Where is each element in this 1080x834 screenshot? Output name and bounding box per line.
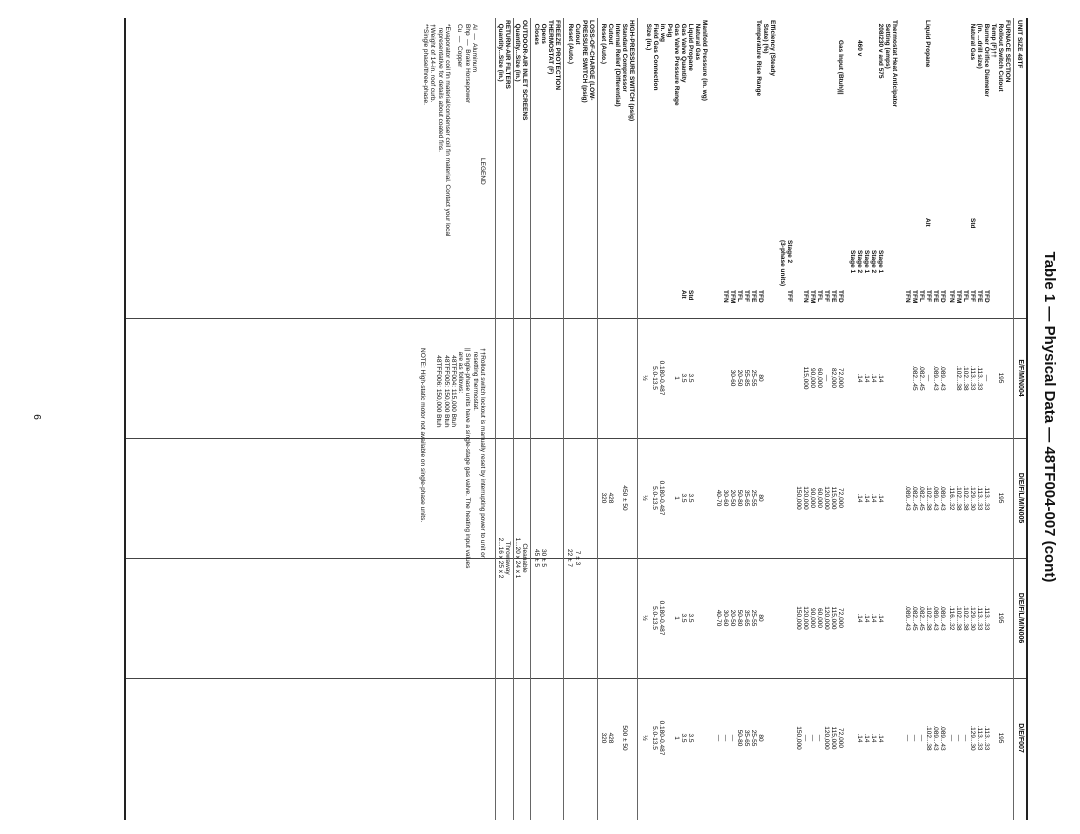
- lps-cutout: 7 ± 3: [574, 550, 581, 566]
- header-005: D/E/F/L/M/N005: [1017, 472, 1024, 524]
- std-label: Std: [969, 218, 976, 229]
- c006-rollout: 195: [997, 612, 1004, 624]
- c004-rollout: 195: [997, 372, 1004, 384]
- c004-nat: — .113...33 .113...33: [969, 365, 990, 391]
- burner-codes-alt: TFD TFE TFF TFL TFM TFN: [904, 290, 946, 304]
- burner-codes-std: TFD TFE TFF: [969, 290, 990, 303]
- c007-rollout: 195: [997, 732, 1004, 744]
- c005-hps: 450 ± 50: [621, 485, 628, 511]
- stage2-label: Stage 2 (3-phase units): [779, 240, 793, 287]
- c006-gas: 72,000 115,000 120,000 60,000 90,000 120,000 150,000: [795, 606, 844, 630]
- eff-label: Efficiency (Steady State) (%) Temperature Rise Range: [755, 20, 776, 97]
- c004-psig: 0.180-0.487 5.0-13.5: [651, 360, 665, 396]
- c006-nat2: .102...38 .102...38 .116...32: [948, 605, 969, 631]
- freeze-label: FREEZE PROTECTION THERMOSTAT (F) Opens Closes: [533, 20, 561, 91]
- header-006: D/E/F/L/M/N006: [1017, 592, 1024, 644]
- c005-size: ½: [641, 495, 648, 501]
- furnace-label: FURNACE SECTION Rollout Switch Cutout Temp (F)†† Burner Orifice Diameter (in. ...drill size) Natural Gas: [969, 20, 1011, 97]
- rule-lps: [597, 18, 598, 820]
- c007-nat2: — — —: [948, 734, 969, 742]
- manifold-label: Manifold Pressure (in. wg) Natural Gas Liquid Propane Gas Valve Quantity Gas Valve Pressure Range Psig in. wg Field Gas Connection Size (in.): [645, 20, 708, 106]
- table-title: Table 1 — Physical Data — 48TF004-007 (cont): [1041, 251, 1058, 583]
- c005-psig: 0.180-0.487 5.0-13.5: [651, 480, 665, 516]
- rair-label: RETURN-AIR FILTERS Quantity...Size (in.): [497, 20, 511, 89]
- legend-items: Al — Aluminum Bhp — Brake Horsepower Cu — Copper: [456, 24, 478, 104]
- c005-eff: 80 25-55 35-65 50-80 20-50 30-60 40-70: [715, 489, 764, 507]
- page-number: 6: [31, 414, 42, 420]
- rule-oair: [530, 18, 531, 820]
- oair-values: Cleanable 1...20 x 24 x 1: [514, 537, 528, 579]
- c006-man: 3.5 3.5 1: [673, 613, 694, 623]
- c005-gas: 72,000 115,000 120,000 60,000 90,000 120,000 150,000: [795, 486, 844, 510]
- rule-freeze: [563, 18, 564, 820]
- rule-end: [495, 18, 496, 820]
- c006-nat: .113...33 .113...33 .129...30: [969, 605, 990, 631]
- c005-nat2: .102...38 .102...38 .116...32: [948, 485, 969, 511]
- c007-hps2: 428 320: [600, 732, 614, 744]
- header-rule: [1013, 18, 1014, 820]
- legend-notes2: ††Rollout switch lockout is manually reset by interrupting power to unit or resetting thermostat. || Single-phase units have a single-stage gas valve. The heating input values are as follows: 48TFF004: 115,000 Btuh 48TFF005: 150,000 Btuh 48TFF006: 150,000 Btuh: [435, 348, 486, 569]
- c004-eff: 80 25-55 55-85 20-50 30-60: [729, 369, 764, 387]
- c006-psig: 0.180-0.487 5.0-13.5: [651, 600, 665, 636]
- hps-label: HIGH-PRESSURE SWITCH (psig) Standard Compressor Internal Relief (Differential) Cutout Reset (Auto.): [600, 20, 635, 122]
- manifold-std-alt: Std Alt: [680, 290, 694, 301]
- c007-gas: 72,000 115,000 120,000 — — — 150,000: [795, 726, 844, 750]
- rule-hps: [637, 18, 638, 820]
- c005-rollout: 195: [997, 492, 1004, 504]
- c004-size: ½: [641, 375, 648, 381]
- gasinput-label: Gas Input (Btuh)||: [837, 40, 844, 95]
- c005-lp: .089...43 .089...43 .102...38 .082...45 .082...45 .089...43: [904, 485, 946, 511]
- thermostat-label: Thermostat Heat Anticipator Setting (amps) 208/230 v and 575: [877, 20, 898, 108]
- lps-label: LOSS-OF-CHARGE (LOW- PRESSURE SWITCH (psig) Cutout Reset (Auto.): [567, 20, 595, 103]
- burner-codes-nat2: TFL TFM TFN: [948, 290, 969, 304]
- c006-eff: 80 25-55 35-65 50-80 20-50 30-60 40-70: [715, 609, 764, 627]
- c007-nat: .113...33 .113...33 .129...30: [969, 725, 990, 751]
- stage-labels: Stage 1 Stage 2 Stage 1 Stage 2 Stage 1: [849, 250, 884, 274]
- lp-label: Liquid Propane: [924, 20, 931, 68]
- v460-label: 460 v: [856, 40, 863, 57]
- c004-gas: 72,000 82,000 — 60,000 90,000 115,000: [802, 366, 844, 390]
- c004-thermo: .14 .14 .14 .14: [856, 373, 884, 383]
- c006-size: ½: [641, 615, 648, 621]
- c005-nat: .113...33 .113...33 .129...30: [969, 485, 990, 511]
- c007-thermo: .14 .14 .14 .14: [856, 733, 884, 743]
- alt-label: Alt: [924, 218, 931, 227]
- header-007: D/E/F007: [1017, 723, 1024, 753]
- header-004: E/F/M/N004: [1017, 359, 1024, 397]
- c004-nat2: .102...38 .102...38: [955, 365, 969, 391]
- rair-values: Throwaway 2...16 x 25 x 2: [497, 537, 511, 579]
- legend-head: LEGEND: [479, 158, 486, 185]
- header-unit-size: UNIT SIZE 48TF: [1016, 20, 1023, 69]
- freeze-values: 30 ± 5 45 ± 5: [533, 548, 547, 568]
- c007-size: ½: [641, 735, 648, 741]
- c007-lp: .089...43 .089...43 .102...38 — — —: [904, 725, 946, 751]
- c005-hps2: 428 320: [600, 492, 614, 504]
- legend-notes: *Evaporator coil fin material/condenser coil fin material. Contact your local representative for details about coated fins. †Weight of 14-in. roof curb. **Single phase/three-phase.: [422, 24, 451, 237]
- c007-psig: 0.180-0.487 5.0-13.5: [651, 720, 665, 756]
- c006-lp: .089...43 .089...43 .102...38 .082...45 .082...45 .089...43: [904, 605, 946, 631]
- c005-thermo: .14 .14 .14 .14: [856, 493, 884, 503]
- c007-hps: 500 ± 50: [621, 725, 628, 751]
- physical-data-table: [124, 18, 1028, 820]
- c007-eff: 80 25-55 35-65 50-80 — — —: [715, 729, 764, 747]
- thermo-codes: TFD TFE TFF TFL TFM TFN: [802, 290, 844, 304]
- rule-rair: [513, 18, 514, 820]
- legend-note3: NOTE: High-static motor not available on single-phase units.: [419, 348, 426, 523]
- lps-reset: 22 ± 7: [566, 548, 573, 568]
- divider-1: [126, 318, 1026, 319]
- eff-codes: TFD TFE TFF TFL TFM TFN: [722, 290, 764, 304]
- oair-label: OUTDOOR-AIR INLET SCREENS Quantity...Size (in.): [514, 20, 528, 121]
- c005-man: 3.5 3.5 1: [673, 493, 694, 503]
- c004-man: 3.5 3.5 1: [673, 373, 694, 383]
- c007-man: 3.5 3.5 1: [673, 733, 694, 743]
- c006-thermo: .14 .14 .14 .14: [856, 613, 884, 623]
- c004-lp: .089...43 .089...43 — .082...45 .082...45: [911, 365, 946, 391]
- gas-std-code: TFF: [786, 290, 793, 302]
